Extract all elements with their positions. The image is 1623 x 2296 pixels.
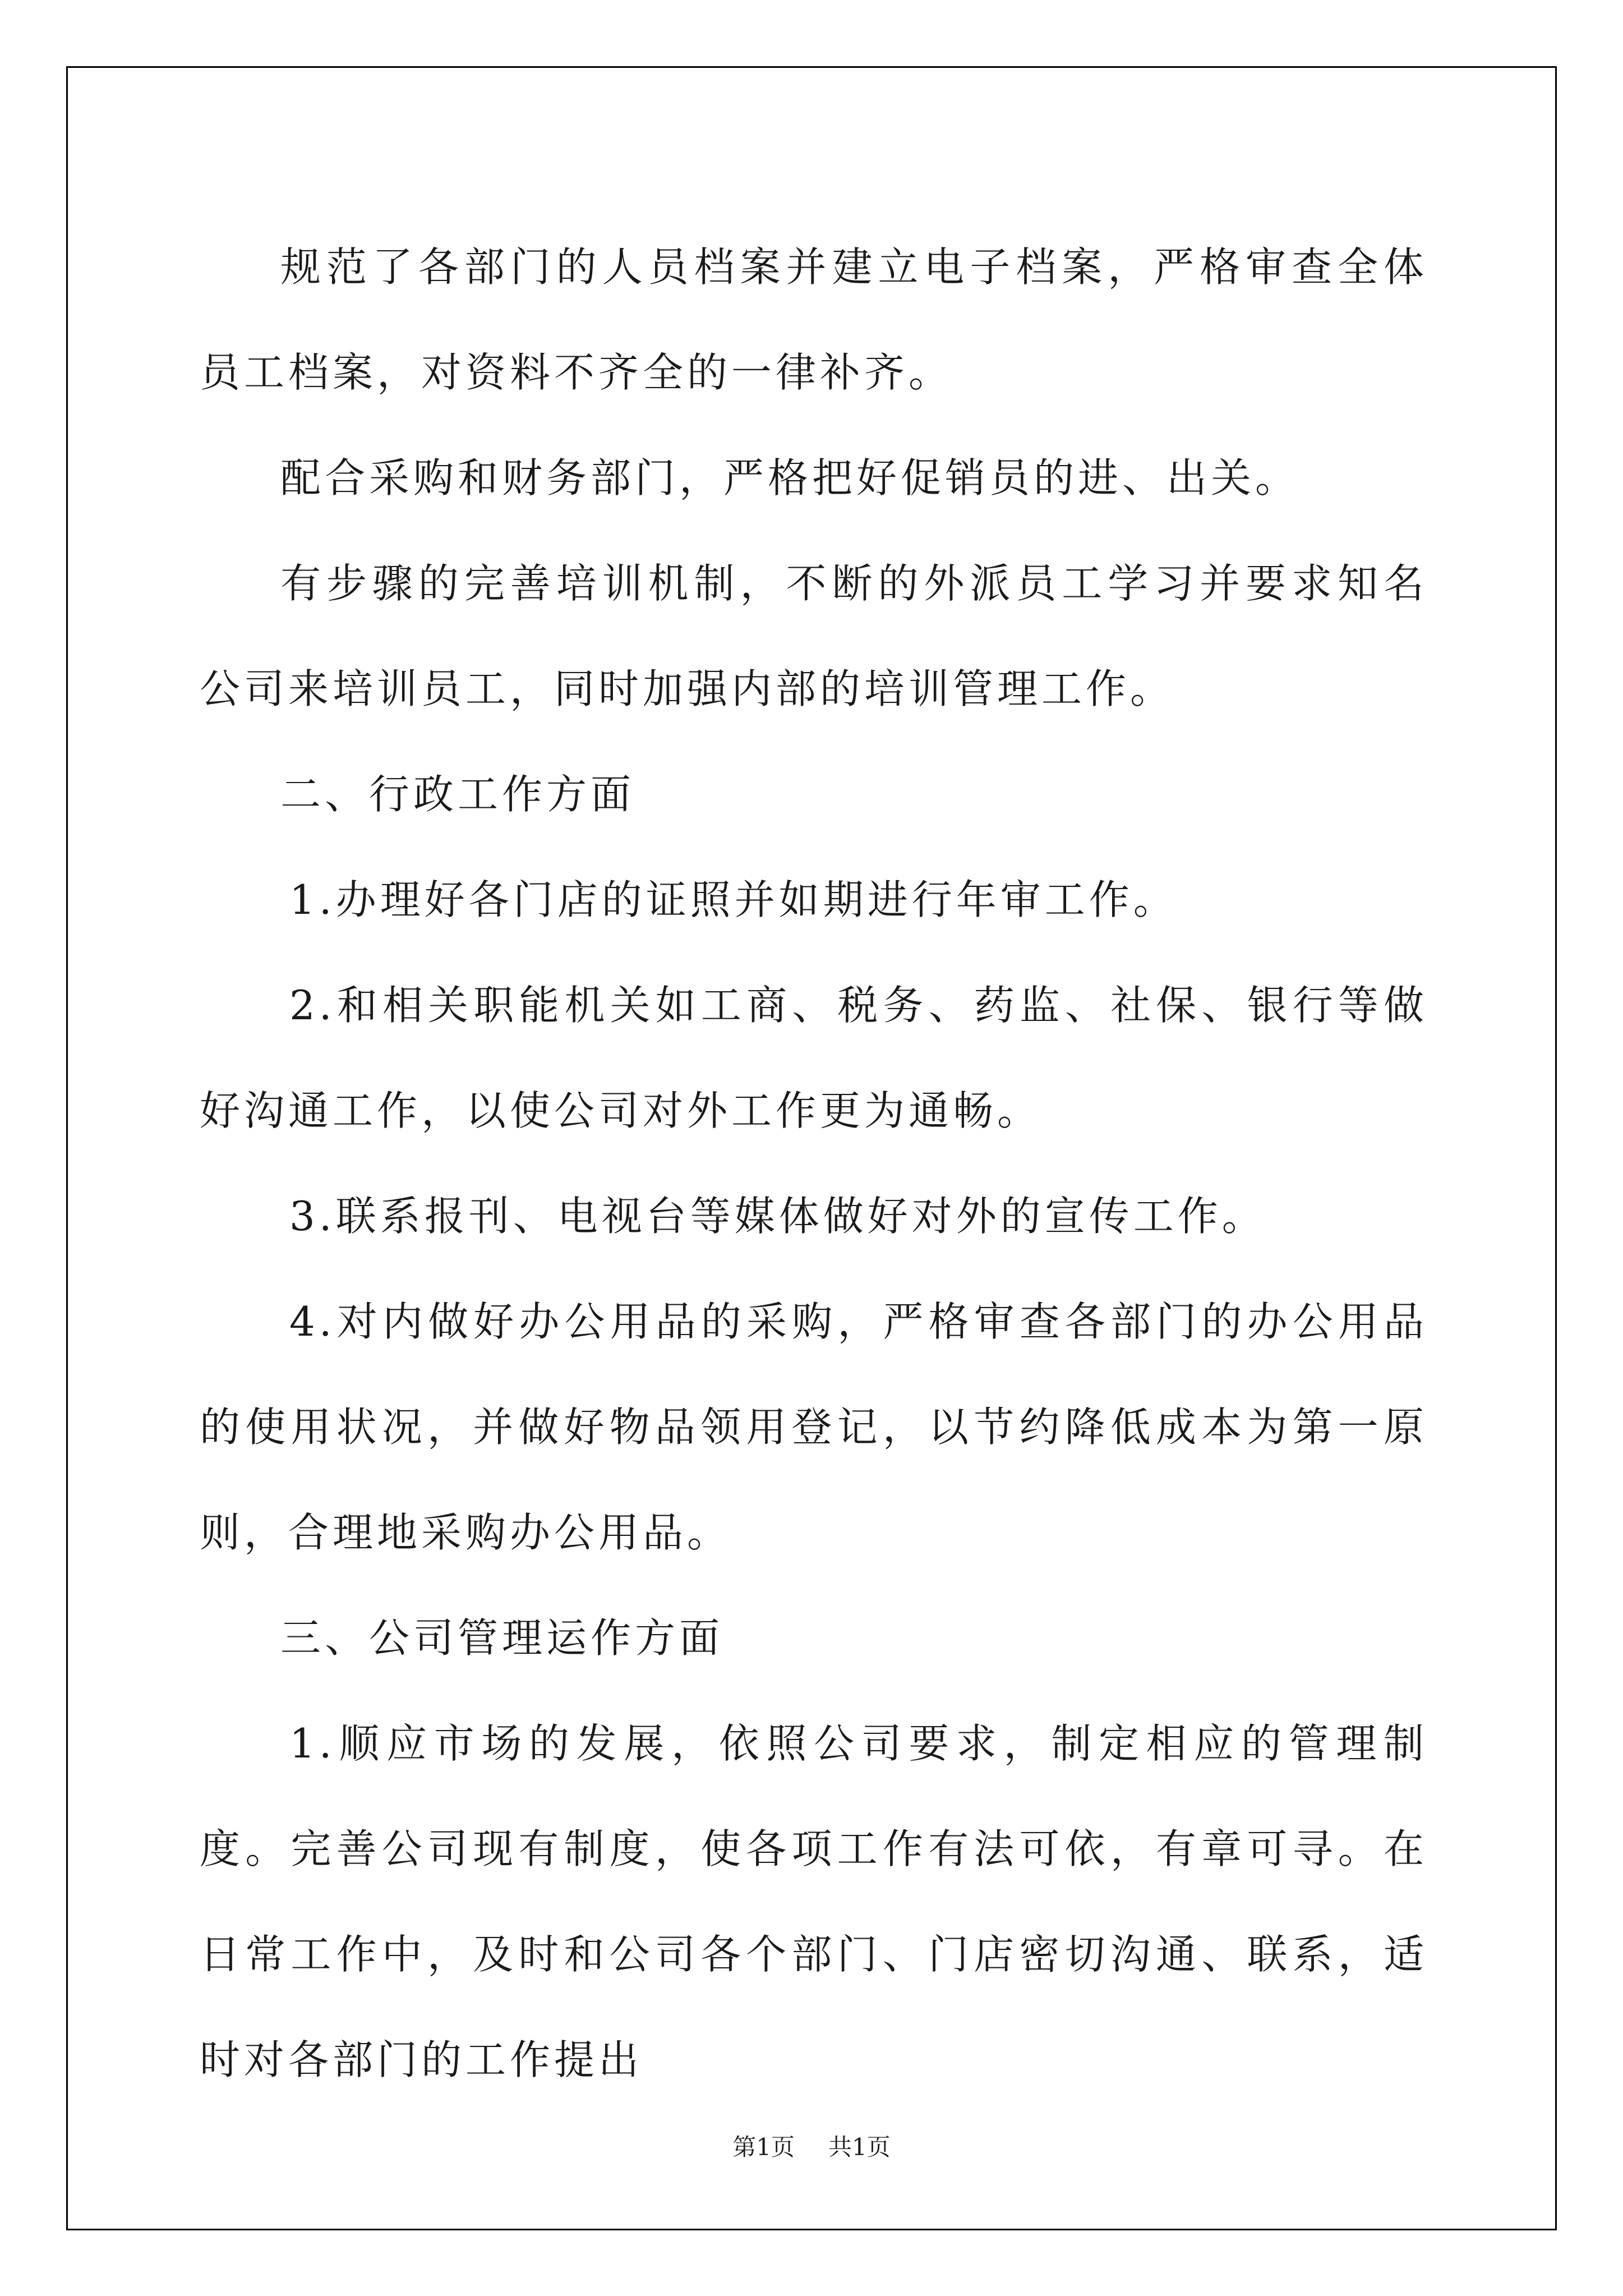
paragraph: 2.和相关职能机关如工商、税务、药监、社保、银行等做好沟通工作，以使公司对外工作更为通畅。	[200, 982, 1428, 1134]
page-footer	[0, 2129, 1623, 2162]
paragraph: 4.对内做好办公用品的采购，严格审查各部门的办公用品的使用状况，并做好物品领用登记，以节约降低成本为第一原则，合理地采购办公用品。	[200, 1298, 1428, 1556]
paragraph: 1.顺应市场的发展，依照公司要求，制定相应的管理制度。完善公司现有制度，使各项工作有法可依，有章可寻。在日常工作中，及时和公司各个部门、门店密切沟通、联系，适时对各部门的工作提出	[200, 1720, 1428, 2083]
page-total: 共1页	[828, 2133, 891, 2161]
page-number: 第1页	[732, 2133, 795, 2161]
paragraph: 三、公司管理运作方面	[280, 1614, 724, 1662]
paragraph: 二、行政工作方面	[280, 771, 635, 818]
document-body	[200, 214, 1428, 2113]
paragraph: 1.办理好各门店的证照并如期进行年审工作。	[289, 876, 1178, 923]
paragraph: 3.联系报刊、电视台等媒体做好对外的宣传工作。	[289, 1193, 1266, 1240]
paragraph: 配合采购和财务部门，严格把好促销员的进、出关。	[280, 454, 1300, 501]
paragraph: 有步骤的完善培训机制，不断的外派员工学习并要求知名公司来培训员工，同时加强内部的培训管理工作。	[200, 560, 1428, 712]
paragraph: 规范了各部门的人员档案并建立电子档案，严格审查全体员工档案，对资料不齐全的一律补齐。	[200, 243, 1428, 396]
